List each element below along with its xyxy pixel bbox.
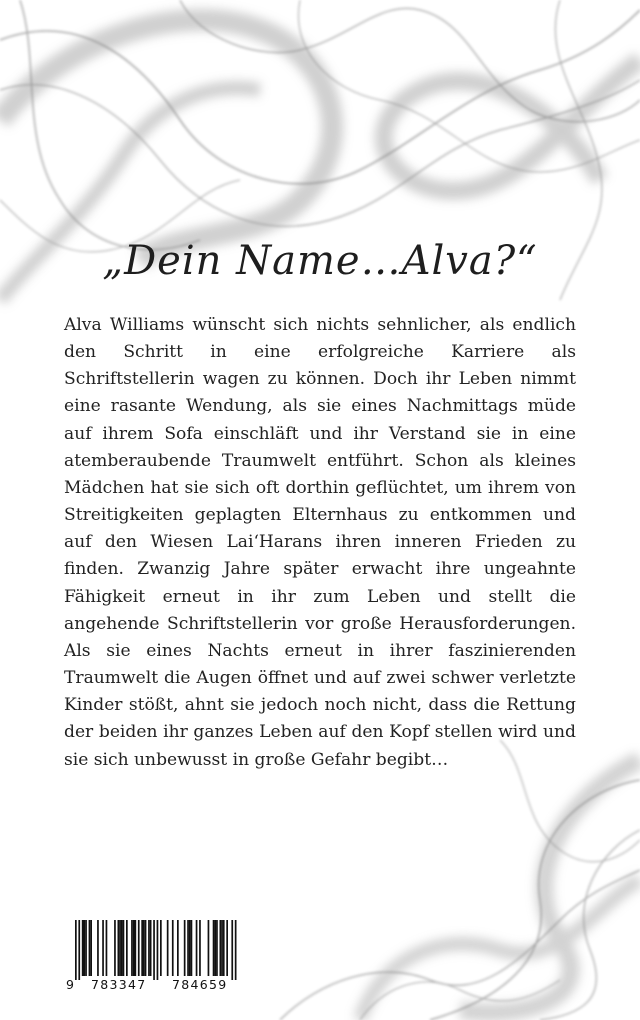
barcode-bar: [160, 920, 162, 976]
barcode-bar: [199, 920, 201, 976]
barcode-bar: [153, 920, 155, 980]
barcode-bar: [172, 920, 174, 976]
barcode-bar: [119, 920, 121, 976]
barcode-bar: [82, 920, 84, 976]
barcode-bar: [220, 920, 222, 976]
barcode-bar: [143, 920, 145, 976]
barcode-bar: [148, 920, 150, 976]
barcode-bar: [89, 920, 91, 976]
barcode-bar: [196, 920, 198, 976]
barcode-bar: [114, 920, 116, 976]
barcode-bar: [141, 920, 143, 976]
barcode-bar: [123, 920, 125, 976]
barcode-bar: [133, 920, 135, 976]
barcode-bar: [231, 920, 233, 980]
barcode-bar: [167, 920, 169, 976]
isbn-left-group: 783347: [91, 977, 147, 992]
barcode-bar: [118, 920, 120, 976]
book-title-quote: „Dein Name…Alva?“: [102, 238, 538, 284]
barcode-bar: [235, 920, 237, 980]
barcode-bar: [138, 920, 140, 976]
barcode-bar: [102, 920, 104, 976]
isbn-prefix-digit: 9: [66, 977, 74, 992]
barcode-bar: [145, 920, 147, 976]
barcode-bar: [226, 920, 228, 976]
isbn-right-group: 784659: [172, 977, 228, 992]
barcode-bar: [150, 920, 152, 976]
barcode-bar: [223, 920, 225, 976]
barcode-bar: [85, 920, 87, 976]
barcode-bar: [84, 920, 86, 976]
barcode-bar: [189, 920, 191, 976]
barcode-bar: [208, 920, 210, 976]
barcode-bar: [184, 920, 186, 976]
barcode-bar: [126, 920, 128, 976]
barcode-bar: [78, 920, 80, 980]
barcode-bar: [135, 920, 137, 976]
barcode-bar: [131, 920, 133, 976]
barcode-bar: [121, 920, 123, 976]
barcode-bar: [177, 920, 179, 976]
barcode-bar: [75, 920, 77, 980]
barcode-icon: [64, 918, 246, 980]
barcode-bar: [221, 920, 223, 976]
barcode-bar: [90, 920, 92, 976]
isbn-digits: [64, 977, 246, 995]
barcode-bar: [106, 920, 108, 976]
book-blurb: Alva Williams wünscht sich nichts sehnlicher, als endlich den Schritt in eine erfolgreiche Karriere als Schriftstellerin wagen zu können. Doch ihr Leben nimmt eine rasante Wendung, als sie eines Nachmittags müde auf ihrem Sofa einschläft und ihr Verstand sie in eine atemberaubende Traumwelt entführt. Schon als kleines Mädchen hat sie sich oft dorthin geflüchtet, um ihrem von Streitigkeiten geplagten Elternhaus zu entkommen und auf den Wiesen Lai‘Harans ihren inneren Frieden zu finden. Zwanzig Jahre später erwacht ihre ungeahnte Fähigkeit erneut in ihr zum Leben und stellt die angehende Schriftstellerin vor große Herausforderungen. Als sie eines Nachts erneut in ihrer faszinierenden Traumwelt die Augen öffnet und auf zwei schwer verletzte Kinder stößt, ahnt sie jedoch noch nicht, dass die Rettung der beiden ihr ganzes Leben auf den Kopf stellen wird und sie sich unbewusst in große Gefahr begibt…: [64, 315, 576, 770]
barcode-bar: [97, 920, 99, 976]
barcode-bar: [187, 920, 189, 976]
barcode-bar: [214, 920, 216, 976]
barcode-bar: [213, 920, 215, 976]
barcode-bar: [216, 920, 218, 976]
barcode-bar: [157, 920, 159, 980]
barcode-bar: [191, 920, 193, 976]
